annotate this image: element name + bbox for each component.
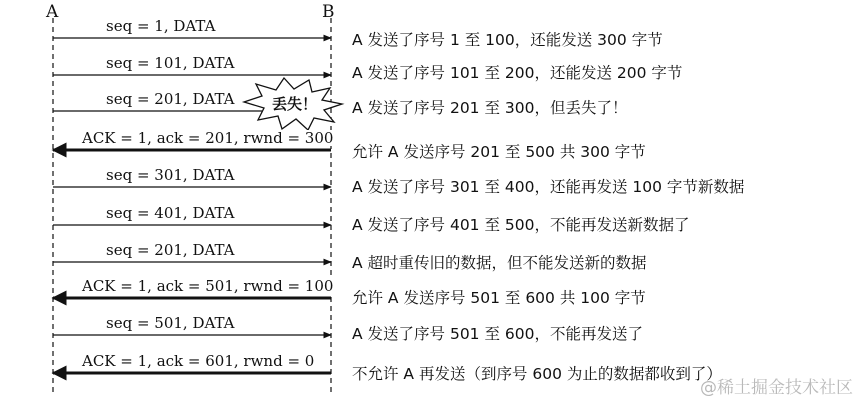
message-label: ACK = 1, ack = 601, rwnd = 0 [82, 352, 315, 370]
message-label: seq = 501, DATA [106, 314, 235, 332]
loss-marker-label: 丢失！ [272, 95, 318, 113]
message-label: seq = 101, DATA [106, 54, 235, 72]
sender-label: A [46, 2, 59, 22]
message-description: A 发送了序号 301 至 400，还能再发送 100 字节新数据 [352, 178, 745, 196]
receiver-label: B [322, 2, 335, 22]
message-label: seq = 401, DATA [106, 204, 235, 222]
message-label: seq = 1, DATA [106, 17, 216, 35]
message-label: seq = 301, DATA [106, 166, 235, 184]
message-description: 不允许 A 再发送（到序号 600 为止的数据都收到了） [352, 365, 722, 383]
message-label: seq = 201, DATA [106, 241, 235, 259]
message-description: A 发送了序号 401 至 500，不能再发送新数据了 [352, 216, 690, 234]
message-label: seq = 201, DATA [106, 90, 235, 108]
message-description: A 发送了序号 201 至 300，但丢失了！ [352, 99, 628, 117]
message-description: A 超时重传旧的数据，但不能发送新的数据 [352, 254, 647, 272]
message-description: A 发送了序号 501 至 600，不能再发送了 [352, 325, 643, 343]
message-description: A 发送了序号 1 至 100，还能发送 300 字节 [352, 31, 663, 49]
message-label: ACK = 1, ack = 501, rwnd = 100 [82, 277, 334, 295]
message-description: 允许 A 发送序号 501 至 600 共 100 字节 [352, 289, 646, 307]
message-description: 允许 A 发送序号 201 至 500 共 300 字节 [352, 143, 646, 161]
message-description: A 发送了序号 101 至 200，还能发送 200 字节 [352, 64, 683, 82]
message-label: ACK = 1, ack = 201, rwnd = 300 [82, 129, 334, 147]
watermark: @稀土掘金技术社区 [700, 378, 853, 398]
